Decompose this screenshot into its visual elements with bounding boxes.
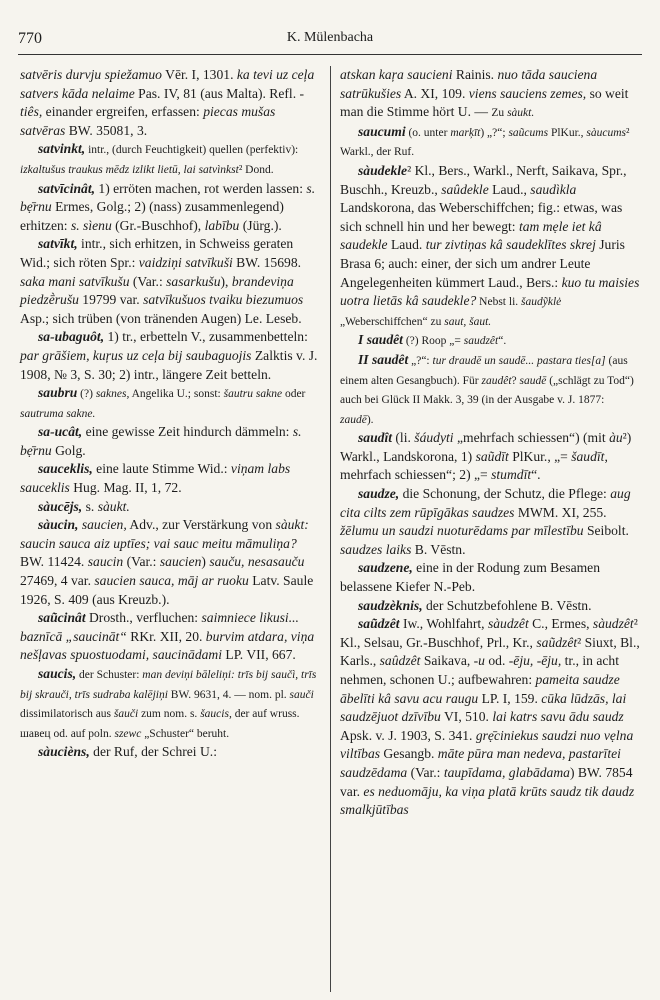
entry-text: Ermes, Golg.; 2) (nass) zusammenlegend) erhitzen: — [20, 199, 284, 233]
entry-text: Pas. IV, 81 (aus Malta). Refl. — [134, 85, 300, 101]
example-text: sauču, nesasauču — [209, 554, 305, 570]
example-text: tam mẹle iet kâ saudekle — [340, 218, 602, 253]
example-text: šauči — [113, 708, 139, 721]
headword: satvinkt, — [38, 141, 86, 157]
headword: sàucējs, — [38, 498, 83, 514]
example-text: brandeviņa piedzḕrušu — [20, 273, 294, 308]
example-text: saûdzêt — [379, 653, 421, 669]
example-text: māte pūra man nedeva, pastarītei saudzēdama — [340, 746, 621, 780]
example-text: saucien sauca, māj ar ruoku — [94, 573, 249, 589]
entry-text: RKr. XII, 20. — [126, 628, 206, 644]
entry-continuation — [20, 66, 320, 140]
headword: saũcinât — [38, 610, 86, 626]
entry-text: (Var.: — [123, 554, 160, 570]
example-text: saudzes laiks — [340, 541, 412, 557]
entry-text: Latv. Saule 1926, S. 409 (aus Kreuzb.). — [20, 573, 314, 607]
dictionary-entry — [340, 351, 640, 429]
dictionary-entry — [20, 180, 320, 236]
dictionary-entry — [340, 162, 640, 331]
example-text: saucin — [87, 554, 124, 570]
entry-continuation — [340, 66, 640, 123]
entry-text: 19799 var. — [78, 292, 144, 308]
headword: saudzèknis, — [358, 597, 423, 613]
headword: I saudêt — [358, 332, 403, 348]
dictionary-entry — [20, 665, 320, 743]
dictionary-entry — [20, 498, 320, 517]
example-text: saudzêt — [463, 335, 499, 348]
example-text: sàukt. — [507, 107, 535, 120]
example-text: atskan kaŗa saucieni — [340, 67, 453, 82]
etymology-note: Nebst li. — [476, 296, 522, 309]
headword: saucumi — [358, 123, 406, 139]
entry-text: Iw., Wohlfahrt, — [399, 616, 488, 632]
etymology-note: der Schuster: — [76, 669, 143, 681]
dictionary-entry — [340, 615, 640, 820]
example-text: sàucums — [586, 126, 627, 139]
etymology-note: „Weberschiffchen“ zu — [340, 315, 445, 328]
dictionary-entry — [340, 559, 640, 596]
headword: sa-ubaguôt, — [38, 329, 105, 345]
entry-text: Adv., zur Verstärkung von — [126, 517, 276, 533]
example-text: cūka lūdzās, lai saudzējuot dzīvību — [340, 690, 627, 725]
etymology-note: (aus einem alten Gesangbuch). Für — [340, 354, 628, 387]
example-text: -ēju, -ēju, — [508, 653, 562, 669]
example-text: man deviņi bāleliņi: trīs bij saučì, trīs bij skrauči, trīs sudraba kalējiņi — [20, 669, 317, 701]
dictionary-entry — [20, 460, 320, 497]
entry-text: die Schonung, der Schutz, die Pflege: — [399, 486, 611, 502]
example-text: sàukt: saucin sauca aiz uptīes; vai sauc meitu māmuliņa? — [20, 517, 309, 551]
etymology-note: zum nom. s. — [138, 708, 201, 721]
page-number: 770 — [18, 30, 42, 47]
entry-text: Juris Brasa 6; auch: einer, der sich um andrer Leute Angelegenheiten kümmert Laud., Bers.: — [340, 237, 625, 290]
entry-text: VI, 510. — [440, 709, 493, 725]
example-text: šaucis, — [200, 708, 232, 721]
headword: saubru — [38, 385, 78, 401]
example-text: par grāšiem, kuŗus uz ceļa bij saubaguojis — [20, 347, 252, 363]
headword: satvīcinât, — [38, 180, 96, 196]
etymology-note: Angelika U.; sonst: — [129, 388, 224, 401]
example-text: sauči — [289, 688, 314, 701]
headword: sàudekle — [358, 162, 408, 178]
example-text: sàudzêt — [592, 616, 634, 632]
entry-text: LP. VII, 667. — [222, 647, 296, 663]
dictionary-entry — [20, 423, 320, 460]
entry-text: intr., sich erhitzen, in Schweiss geraten Wid.; sich röten Spr.: — [20, 236, 294, 270]
example-text: marķīt — [450, 126, 481, 139]
etymology-note: (?) Roop „= — [402, 335, 464, 348]
example-text: sasarkušu — [166, 273, 221, 289]
example-text: -tiês, — [20, 85, 305, 120]
example-text: nuo tāda sauciena satrūkušies — [340, 67, 598, 101]
etymology-note: ) „?“; — [480, 126, 509, 139]
entry-text: Landskorona, das Weberschiffchen; fig.: etwas, was sich schnell hin und her bewegt: — [340, 200, 623, 234]
example-text: burvim atdara, viņa nešļavas spuostuodami, saucinādami — [20, 628, 315, 663]
entry-text: (Gr.-Buschhof), — [111, 217, 205, 233]
entry-text: Laud. — [387, 237, 426, 253]
example-text: viens sauciens zemes, — [468, 85, 587, 101]
entry-text: (li. — [392, 430, 415, 446]
example-text: es neduomāju, ka viņa platā krūts saudz tik daudz smalkjūtības — [340, 783, 635, 818]
etymology-note: BW. 9631, 4. — nom. pl. — [167, 688, 290, 701]
entry-text: tr., in acht nehmen, schonen U.; aufbewahren: — [340, 653, 620, 687]
entry-text: Laud., — [488, 181, 531, 197]
entry-text: s. — [82, 498, 98, 514]
entry-text: eine gewisse Zeit hindurch dämmeln: — [82, 424, 293, 440]
headword: satvīkt, — [38, 236, 78, 252]
dictionary-entry — [340, 331, 640, 351]
entry-text: der Schutzbefohlene B. Vēstn. — [422, 597, 592, 613]
dictionary-entry — [20, 140, 320, 179]
example-text: šaudỹklė — [521, 296, 562, 309]
example-text: saũcums — [508, 126, 549, 139]
example-text: kuo tu maisies uotra lietās kâ saudekle? — [340, 274, 640, 309]
example-text: saûdekle — [441, 181, 489, 197]
dictionary-entry — [20, 743, 320, 762]
entry-text: 1) tr., erbetteln V., zusammenbetteln: — [104, 329, 308, 345]
example-text: sautruma sakne. — [20, 407, 96, 420]
example-text: grẹ̄ciniekus saudzi nuo vẹlna viltības — [340, 727, 634, 762]
etymology-note: PlKur., — [548, 126, 587, 139]
page-header — [18, 30, 642, 55]
headword: saudzene, — [358, 560, 413, 576]
entry-text: so weit man die Stimme hört U. — — [340, 85, 629, 120]
entry-text: ² Kl., Bers., Warkl., Nerft, Saikava, Spr., Buschh., Kreuzb., — [340, 162, 627, 197]
entry-text: (Jürg.). — [239, 217, 282, 233]
entry-text: einander ergreifen, erfassen: — [42, 104, 204, 120]
headword: sàucin, — [38, 517, 79, 533]
etymology-note: ² Warkl., der Ruf. — [340, 126, 630, 159]
etymology-note: der auf wruss. шавец od. auf poln. — [20, 708, 300, 740]
example-text: s. bẹ̄rnu — [20, 424, 302, 458]
example-text: saudìkla — [530, 181, 577, 197]
dictionary-entry — [20, 328, 320, 384]
etymology-note: („schlägt zu Tod“) auch bei Glück II Makk. 3, 39 (in der Ausgabe v. J. 1877: — [340, 374, 634, 407]
entry-text: ² Siuxt, Bl., Karls., — [340, 634, 640, 669]
example-text: saka mani satvīkušu — [20, 273, 130, 289]
etymology-note: „Schuster“ beruht. — [141, 727, 230, 740]
entry-text: od. — [484, 653, 509, 669]
example-text: šáudyti — [414, 430, 454, 446]
entry-text: B. Vēstn. — [411, 541, 466, 557]
headword: sàucièns, — [38, 744, 90, 760]
entry-text: eine laute Stimme Wid.: — [92, 461, 231, 477]
etymology-note: Zu — [491, 107, 508, 120]
example-text: saknes, — [95, 388, 130, 401]
example-text: saut, šaut. — [444, 315, 492, 328]
entry-text: MWM. XI, 255. — [514, 504, 607, 520]
example-text: sàukt. — [97, 498, 130, 514]
etymology-note: „?“: — [408, 354, 433, 367]
etymology-note: ² Dond. — [238, 163, 274, 176]
headword: saucis, — [38, 666, 77, 681]
entry-text: 27469, 4 var. — [20, 573, 95, 589]
entry-text: A. XI, 109. — [401, 85, 469, 101]
entry-text: Saikava, — [420, 653, 474, 669]
etymology-note: ). — [366, 413, 374, 426]
headword: saudze, — [358, 486, 400, 502]
entry-text: eine in der Rodung zum Besamen belassene Kiefer N.-Peb. — [340, 560, 601, 595]
example-text: pameita saudze ābelīti kâ savu acu raugu — [340, 672, 620, 706]
example-text: piecas mušas satvēras — [20, 104, 276, 138]
entry-text: , mehrfach schiessen“; 2) „= — [340, 448, 608, 483]
dictionary-entry — [20, 235, 320, 328]
headword: saũdzêt — [358, 616, 400, 632]
example-text: aug cita cilts zem rūpīgākas saudzes — [340, 486, 631, 520]
example-text: ka tevi uz ceļa satvers kāda nelaime — [20, 67, 315, 101]
example-text: šaudīt — [571, 448, 605, 464]
etymology-note: oder — [282, 388, 306, 401]
entry-text: ) BW. 7854 var. — [340, 764, 633, 799]
entry-text: ), — [220, 273, 232, 289]
example-text: sàudzêt — [487, 616, 529, 632]
headword: sauceklis, — [38, 461, 93, 477]
dictionary-entry — [340, 485, 640, 559]
example-text: szewc — [114, 727, 142, 740]
etymology-note: (?) — [77, 388, 96, 401]
example-text: s. sìenu — [70, 217, 112, 233]
entry-text: 1) erröten machen, rot werden lassen: — [95, 180, 307, 196]
example-text: šautru sakne — [223, 388, 283, 401]
example-text: izkaltušus traukus mēdz izlikt lietū, lai satvìnkst — [20, 163, 239, 176]
entry-text: (Var.: — [407, 764, 444, 780]
entry-text: LP. I, 159. — [478, 690, 542, 706]
example-text: vaidziņi satvīkuši — [138, 254, 233, 270]
entry-text: BW. 35081, 3. — [65, 122, 148, 138]
dictionary-entry — [340, 429, 640, 485]
example-text: satvīkušuos tvaiku biezumuos — [143, 292, 304, 308]
example-text: tur zivtiņas kâ saudeklītes skrej — [425, 237, 596, 253]
entry-text: BW. 15698. — [232, 254, 302, 270]
entry-text: ) — [201, 554, 210, 570]
entry-text: Gesangb. — [380, 746, 438, 762]
example-text: satvēris durvju spiežamuo — [20, 67, 162, 82]
etymology-note: (o. unter — [405, 126, 451, 139]
running-head: K. Mülenbacha — [286, 30, 374, 45]
entry-text: Vēr. I, 1301. — [161, 67, 237, 82]
example-text: viņam labs sauceklis — [20, 461, 291, 496]
headword: II saudêt — [358, 351, 409, 367]
example-text: -u — [473, 653, 485, 669]
example-text: taupīdama, glabādama — [443, 764, 570, 780]
example-text: saudē — [519, 374, 547, 387]
dictionary-entry — [340, 123, 640, 162]
entry-text: C., Ermes, — [528, 616, 593, 632]
example-text: saucien, — [81, 517, 127, 533]
left-column — [20, 66, 320, 762]
entry-text: Seibolt. — [583, 523, 629, 539]
entry-text: der Ruf, der Schrei U.: — [89, 744, 217, 760]
right-column — [340, 66, 640, 820]
etymology-note: “. — [498, 335, 507, 348]
example-text: tur draudē un saudē... pastara ties[a] — [432, 354, 606, 367]
entry-text: ²) Warkl., Landskorona, 1) — [340, 430, 632, 464]
entry-text: Golg. — [51, 442, 86, 458]
example-text: àu — [609, 430, 623, 446]
example-text: saũdīt — [475, 448, 509, 464]
example-text: stumdīt — [491, 467, 532, 483]
example-text: saũdzêt — [536, 634, 578, 650]
etymology-note: dissimilatorisch aus — [20, 708, 114, 721]
dictionary-entry — [340, 597, 640, 616]
entry-text: Asp.; sich trüben (von tränenden Augen) Le. Leseb. — [20, 310, 302, 326]
entry-text: ² Kl., Selsau, Gr.-Buschhof, Prl., Kr., — [340, 616, 638, 650]
entry-text: „mehrfach schiessen“) (mit — [453, 430, 610, 446]
column-divider — [330, 66, 331, 992]
example-text: saimniece likusi... baznīcā „saucināt“ — [20, 610, 299, 644]
entry-text: Hug. Mag. II, 1, 72. — [69, 480, 182, 496]
example-text: žēlumu un saudzi nuoturēdams par mīlestību — [340, 523, 584, 539]
headword: saudît — [358, 430, 392, 446]
entry-text: Drosth., verfluchen: — [85, 610, 202, 626]
example-text: s. bẹ̄rnu — [20, 180, 316, 215]
entry-text: “. — [531, 467, 541, 483]
entry-text: PlKur., „= — [508, 448, 572, 464]
example-text: zaudêt — [481, 374, 512, 387]
dictionary-entry — [20, 384, 320, 423]
etymology-note: intr., (durch Feuchtigkeit) quellen (perfektiv): — [85, 144, 299, 157]
entry-text: Apsk. v. J. 1903, S. 341. — [340, 727, 476, 743]
dictionary-entry — [20, 609, 320, 665]
entry-text: BW. 11424. — [20, 554, 88, 570]
example-text: zaudē — [340, 413, 367, 426]
etymology-note: ? — [511, 374, 520, 387]
headword: sa-ucât, — [38, 424, 83, 440]
dictionary-entry — [20, 516, 320, 609]
example-text: labību — [204, 217, 240, 233]
entry-text: Zalktis v. J. 1908, № 3, S. 30; 2) intr., längere Zeit betteln. — [20, 347, 318, 382]
example-text: saucien — [159, 554, 202, 570]
entry-text: Rainis. — [452, 67, 498, 82]
entry-text: (Var.: — [129, 273, 167, 289]
example-text: lai katrs savu ādu saudz — [492, 709, 624, 725]
